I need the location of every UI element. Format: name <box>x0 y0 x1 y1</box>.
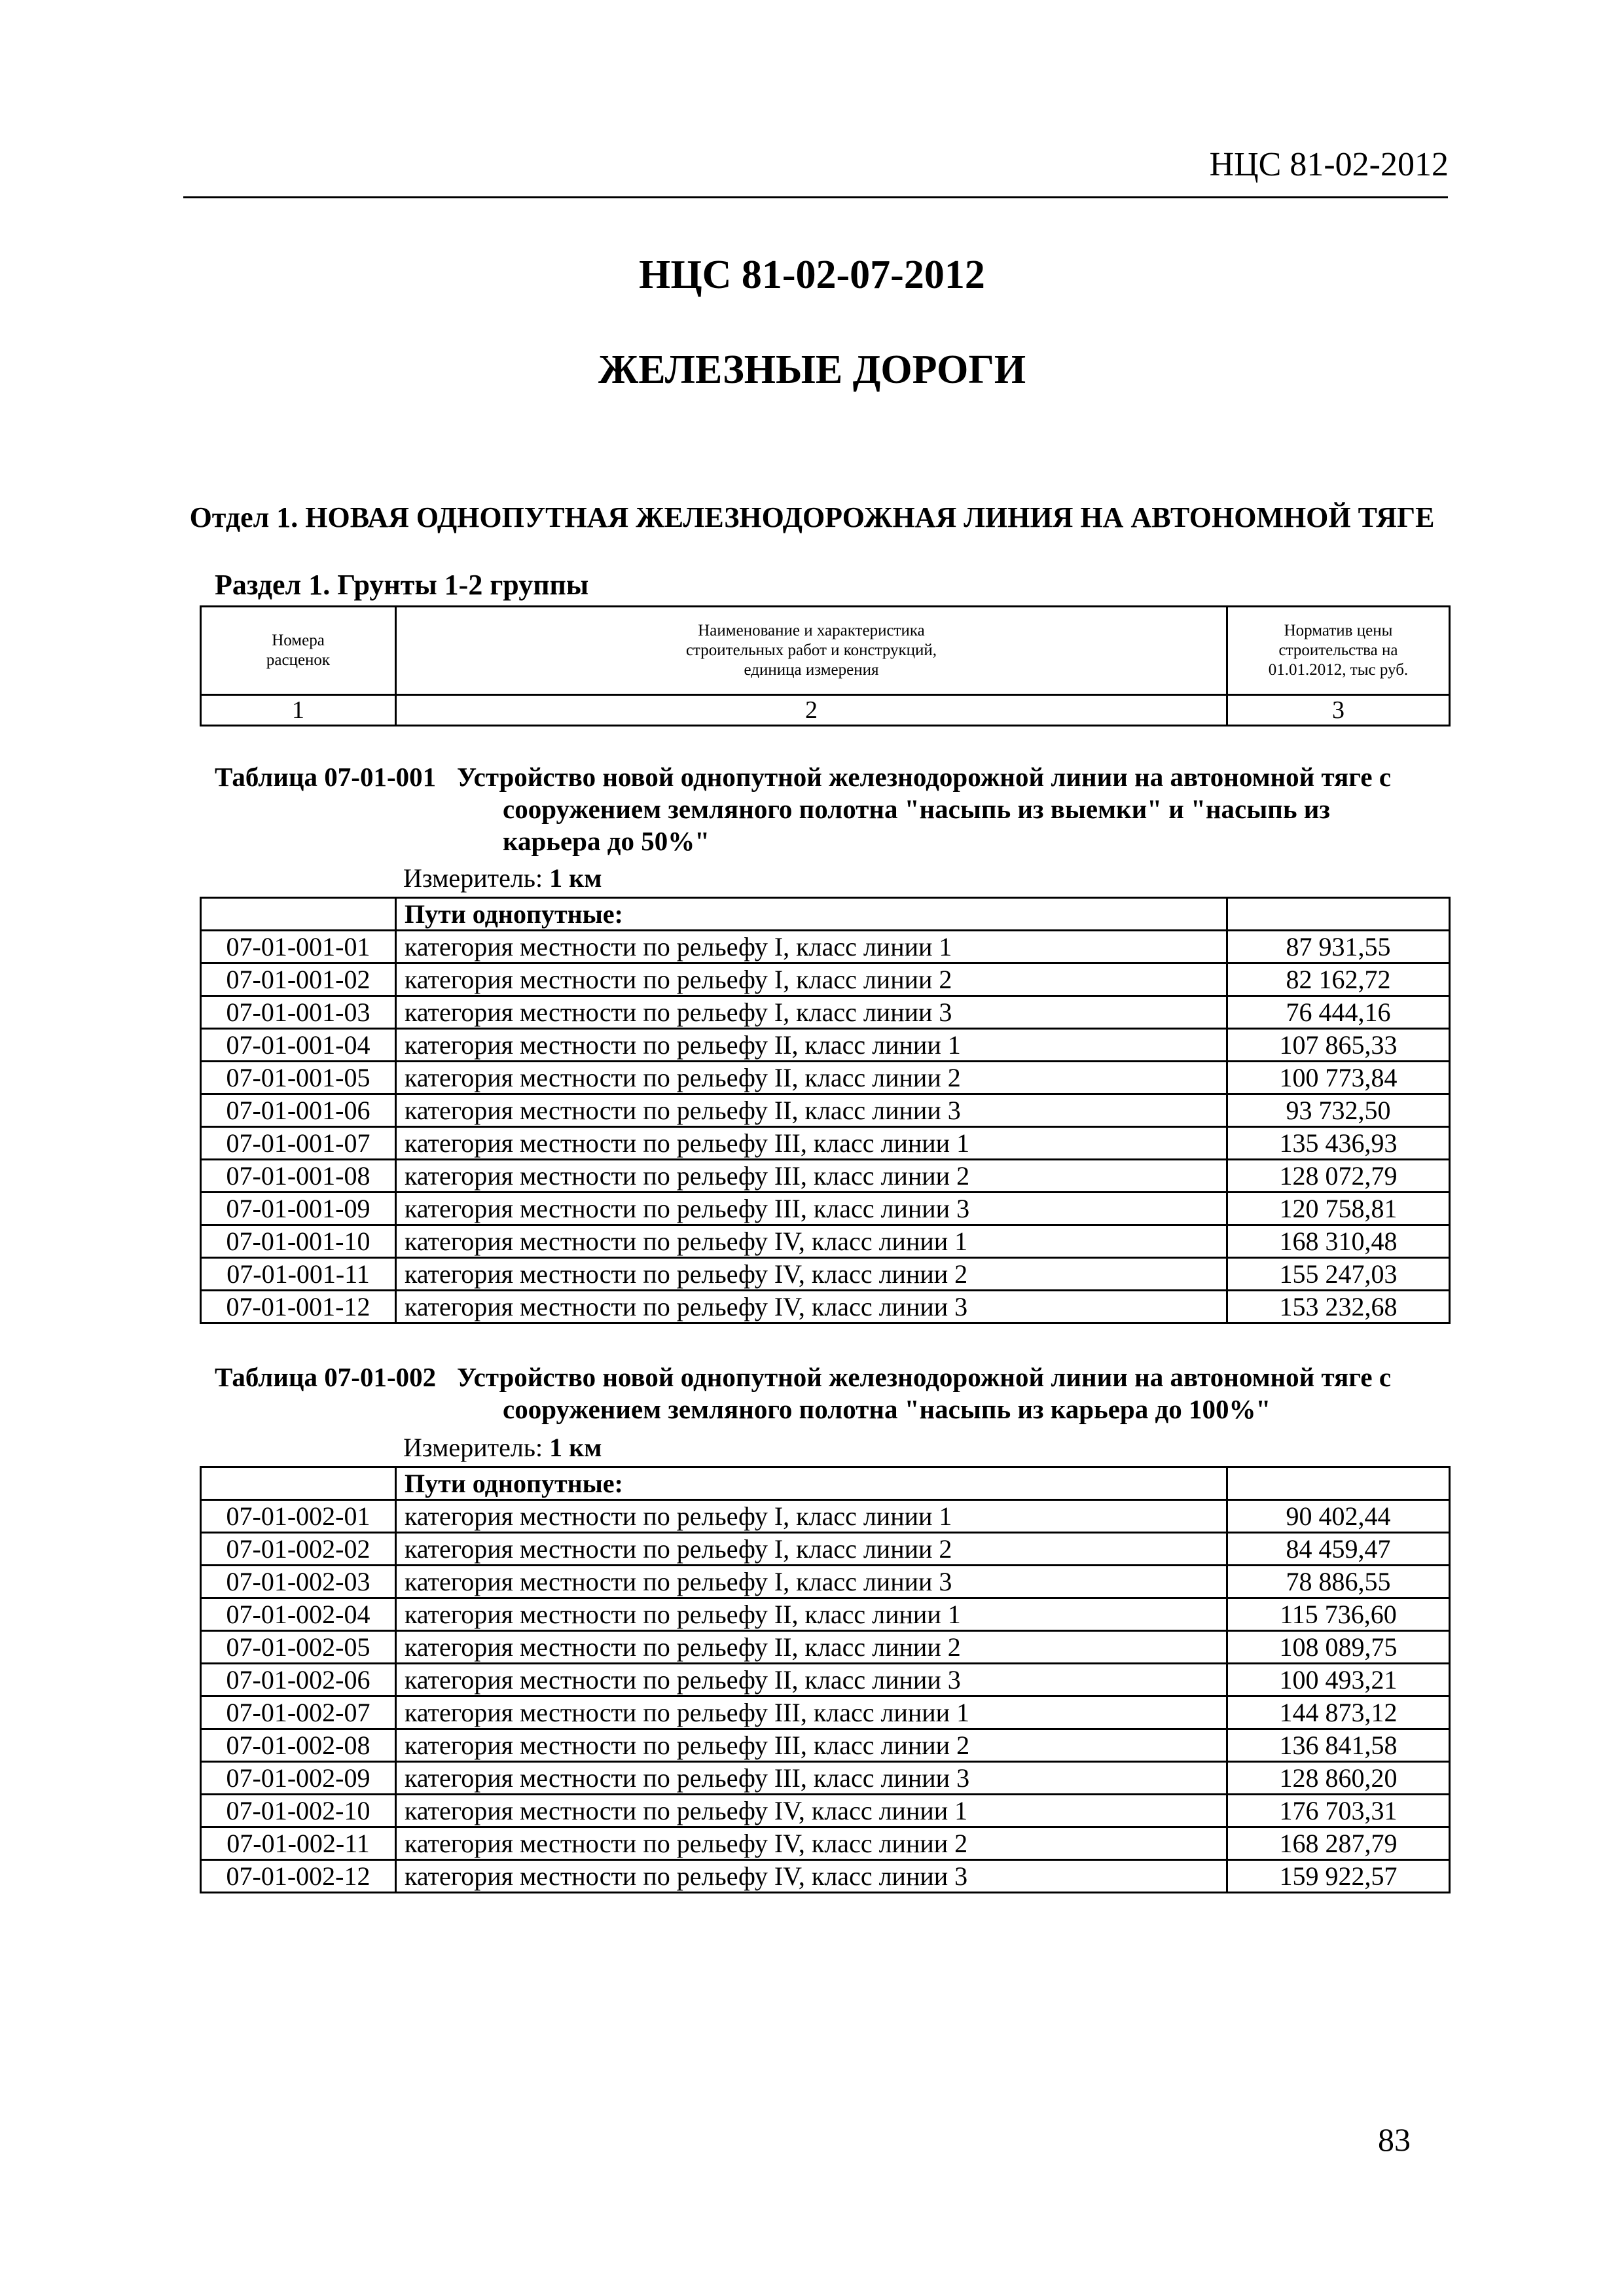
table-row <box>201 1696 1450 1729</box>
table-subheader-row <box>201 1467 1450 1500</box>
rate-code: 07-01-001-04 <box>201 1029 396 1062</box>
rate-code: 07-01-001-11 <box>201 1258 396 1291</box>
section-heading: Раздел 1. Грунты 1-2 группы <box>215 569 589 601</box>
rate-code: 07-01-002-09 <box>201 1762 396 1795</box>
rate-price: 176 703,31 <box>1227 1795 1450 1827</box>
rate-price: 115 736,60 <box>1227 1598 1450 1631</box>
table-row <box>201 1160 1450 1193</box>
document-title: ЖЕЛЕЗНЫЕ ДОРОГИ <box>598 348 1026 392</box>
table-caption-line: сооружением земляного полотна "насыпь из карьера до 100%" <box>503 1394 1271 1424</box>
rate-price: 128 072,79 <box>1227 1160 1450 1193</box>
column-number: 3 <box>1227 695 1450 726</box>
table-subheader: Пути однопутные: <box>396 1467 1227 1500</box>
table-caption-line: карьера до 50%" <box>503 826 710 856</box>
rate-description: категория местности по рельефу III, класс линии 2 <box>396 1160 1227 1193</box>
rate-code: 07-01-002-10 <box>201 1795 396 1827</box>
rate-description: категория местности по рельефу IV, класс линии 1 <box>396 1795 1227 1827</box>
rate-description: категория местности по рельефу IV, класс линии 2 <box>396 1258 1227 1291</box>
rate-description: категория местности по рельефу III, класс линии 1 <box>396 1127 1227 1160</box>
rate-price: 76 444,16 <box>1227 996 1450 1029</box>
column-header-name: Наименование и характеристика строительных работ и конструкций, единица измерения <box>396 607 1227 695</box>
rate-price: 87 931,55 <box>1227 931 1450 963</box>
rate-code: 07-01-002-11 <box>201 1827 396 1860</box>
rate-price: 108 089,75 <box>1227 1631 1450 1664</box>
table-caption-line: сооружением земляного полотна "насыпь из выемки" и "насыпь из <box>503 794 1330 824</box>
rate-code: 07-01-002-02 <box>201 1533 396 1566</box>
rate-description: категория местности по рельефу II, класс линии 3 <box>396 1664 1227 1696</box>
measure-unit: 1 км <box>549 1433 602 1462</box>
table-row <box>201 1094 1450 1127</box>
document-code: НЦС 81-02-07-2012 <box>639 253 985 297</box>
column-header-price: Норматив цены строительства на 01.01.2012, тыс руб. <box>1227 607 1450 695</box>
table-row <box>201 1225 1450 1258</box>
table-subheader: Пути однопутные: <box>396 898 1227 931</box>
column-header-table <box>200 605 1451 726</box>
table-row <box>201 1827 1450 1860</box>
rate-code: 07-01-001-02 <box>201 963 396 996</box>
rate-code: 07-01-001-12 <box>201 1291 396 1323</box>
table-number: Таблица 07-01-001 <box>215 762 437 792</box>
table-row <box>201 1566 1450 1598</box>
table-row <box>201 1729 1450 1762</box>
rate-code: 07-01-002-12 <box>201 1860 396 1893</box>
rate-description: категория местности по рельефу II, класс линии 1 <box>396 1029 1227 1062</box>
rate-price: 120 758,81 <box>1227 1193 1450 1225</box>
rate-code: 07-01-001-07 <box>201 1127 396 1160</box>
rate-code: 07-01-001-06 <box>201 1094 396 1127</box>
rate-code: 07-01-001-08 <box>201 1160 396 1193</box>
rate-price: 93 732,50 <box>1227 1094 1450 1127</box>
rate-code: 07-01-002-04 <box>201 1598 396 1631</box>
rate-description: категория местности по рельефу II, класс линии 1 <box>396 1598 1227 1631</box>
rate-description: категория местности по рельефу I, класс линии 1 <box>396 1500 1227 1533</box>
rate-code: 07-01-001-01 <box>201 931 396 963</box>
measure-label: Измеритель: <box>403 1433 543 1462</box>
rate-price: 168 310,48 <box>1227 1225 1450 1258</box>
table-row <box>201 996 1450 1029</box>
rate-code: 07-01-001-09 <box>201 1193 396 1225</box>
price-table-07-01-001 <box>200 897 1451 1324</box>
table-row <box>201 1193 1450 1225</box>
rate-description: категория местности по рельефу IV, класс линии 3 <box>396 1291 1227 1323</box>
rate-price: 90 402,44 <box>1227 1500 1450 1533</box>
column-header-codes: Номера расценок <box>201 607 396 695</box>
rate-description: категория местности по рельефу II, класс линии 2 <box>396 1631 1227 1664</box>
rate-description: категория местности по рельефу IV, класс линии 2 <box>396 1827 1227 1860</box>
table-row <box>201 1029 1450 1062</box>
table-row <box>201 1127 1450 1160</box>
table-row <box>201 1631 1450 1664</box>
column-number: 1 <box>201 695 396 726</box>
table-row <box>201 931 1450 963</box>
rate-price: 153 232,68 <box>1227 1291 1450 1323</box>
rate-description: категория местности по рельефу III, класс линии 3 <box>396 1193 1227 1225</box>
table-subheader-row <box>201 898 1450 931</box>
rate-code: 07-01-002-08 <box>201 1729 396 1762</box>
rate-price: 128 860,20 <box>1227 1762 1450 1795</box>
rate-description: категория местности по рельефу IV, класс линии 1 <box>396 1225 1227 1258</box>
table-row <box>201 963 1450 996</box>
rate-price: 155 247,03 <box>1227 1258 1450 1291</box>
table-row <box>201 1795 1450 1827</box>
rate-code: 07-01-002-05 <box>201 1631 396 1664</box>
department-heading: Отдел 1. НОВАЯ ОДНОПУТНАЯ ЖЕЛЕЗНОДОРОЖНАЯ ЛИНИЯ НА АВТОНОМНОЙ ТЯГЕ <box>189 501 1435 533</box>
table-number: Таблица 07-01-002 <box>215 1362 437 1392</box>
table-row <box>201 1860 1450 1893</box>
rate-description: категория местности по рельефу I, класс линии 2 <box>396 1533 1227 1566</box>
rate-price: 144 873,12 <box>1227 1696 1450 1729</box>
rate-price: 168 287,79 <box>1227 1827 1450 1860</box>
rate-description: категория местности по рельефу III, класс линии 2 <box>396 1729 1227 1762</box>
rate-price: 100 773,84 <box>1227 1062 1450 1094</box>
rate-price: 136 841,58 <box>1227 1729 1450 1762</box>
rate-description: категория местности по рельефу I, класс линии 3 <box>396 996 1227 1029</box>
table-row <box>201 1062 1450 1094</box>
rate-description: категория местности по рельефу IV, класс линии 3 <box>396 1860 1227 1893</box>
rate-code: 07-01-001-05 <box>201 1062 396 1094</box>
running-header-code: НЦС 81-02-2012 <box>1209 146 1449 183</box>
rate-price: 78 886,55 <box>1227 1566 1450 1598</box>
rate-description: категория местности по рельефу I, класс линии 3 <box>396 1566 1227 1598</box>
price-table-07-01-002 <box>200 1466 1451 1893</box>
table-row <box>201 1500 1450 1533</box>
rate-price: 100 493,21 <box>1227 1664 1450 1696</box>
rate-description: категория местности по рельефу II, класс линии 2 <box>396 1062 1227 1094</box>
rate-code: 07-01-002-03 <box>201 1566 396 1598</box>
rate-code: 07-01-002-06 <box>201 1664 396 1696</box>
rate-code: 07-01-001-10 <box>201 1225 396 1258</box>
column-number: 2 <box>396 695 1227 726</box>
rate-code: 07-01-002-01 <box>201 1500 396 1533</box>
rate-description: категория местности по рельефу I, класс линии 1 <box>396 931 1227 963</box>
rate-price: 135 436,93 <box>1227 1127 1450 1160</box>
measure-line <box>403 1432 602 1463</box>
rate-description: категория местности по рельефу II, класс линии 3 <box>396 1094 1227 1127</box>
measure-label: Измеритель: <box>403 863 543 893</box>
table-caption-line: Устройство новой однопутной железнодорожной линии на автономной тяге с <box>457 1362 1392 1392</box>
header-rule <box>183 196 1448 198</box>
rate-code: 07-01-002-07 <box>201 1696 396 1729</box>
rate-description: категория местности по рельефу III, класс линии 3 <box>396 1762 1227 1795</box>
table-row <box>201 1533 1450 1566</box>
table-row <box>201 1258 1450 1291</box>
table-row <box>201 1291 1450 1323</box>
rate-price: 107 865,33 <box>1227 1029 1450 1062</box>
rate-price: 82 162,72 <box>1227 963 1450 996</box>
rate-description: категория местности по рельефу I, класс линии 2 <box>396 963 1227 996</box>
rate-price: 84 459,47 <box>1227 1533 1450 1566</box>
rate-description: категория местности по рельефу III, класс линии 1 <box>396 1696 1227 1729</box>
table-caption <box>215 761 1452 859</box>
table-caption <box>215 1361 1452 1427</box>
table-row <box>201 1664 1450 1696</box>
table-caption-line: Устройство новой однопутной железнодорожной линии на автономной тяге с <box>457 762 1392 792</box>
rate-price: 159 922,57 <box>1227 1860 1450 1893</box>
page-number: 83 <box>1378 2121 1411 2158</box>
table-row <box>201 1762 1450 1795</box>
measure-line <box>403 863 602 893</box>
measure-unit: 1 км <box>549 863 602 893</box>
rate-code: 07-01-001-03 <box>201 996 396 1029</box>
table-row <box>201 1598 1450 1631</box>
